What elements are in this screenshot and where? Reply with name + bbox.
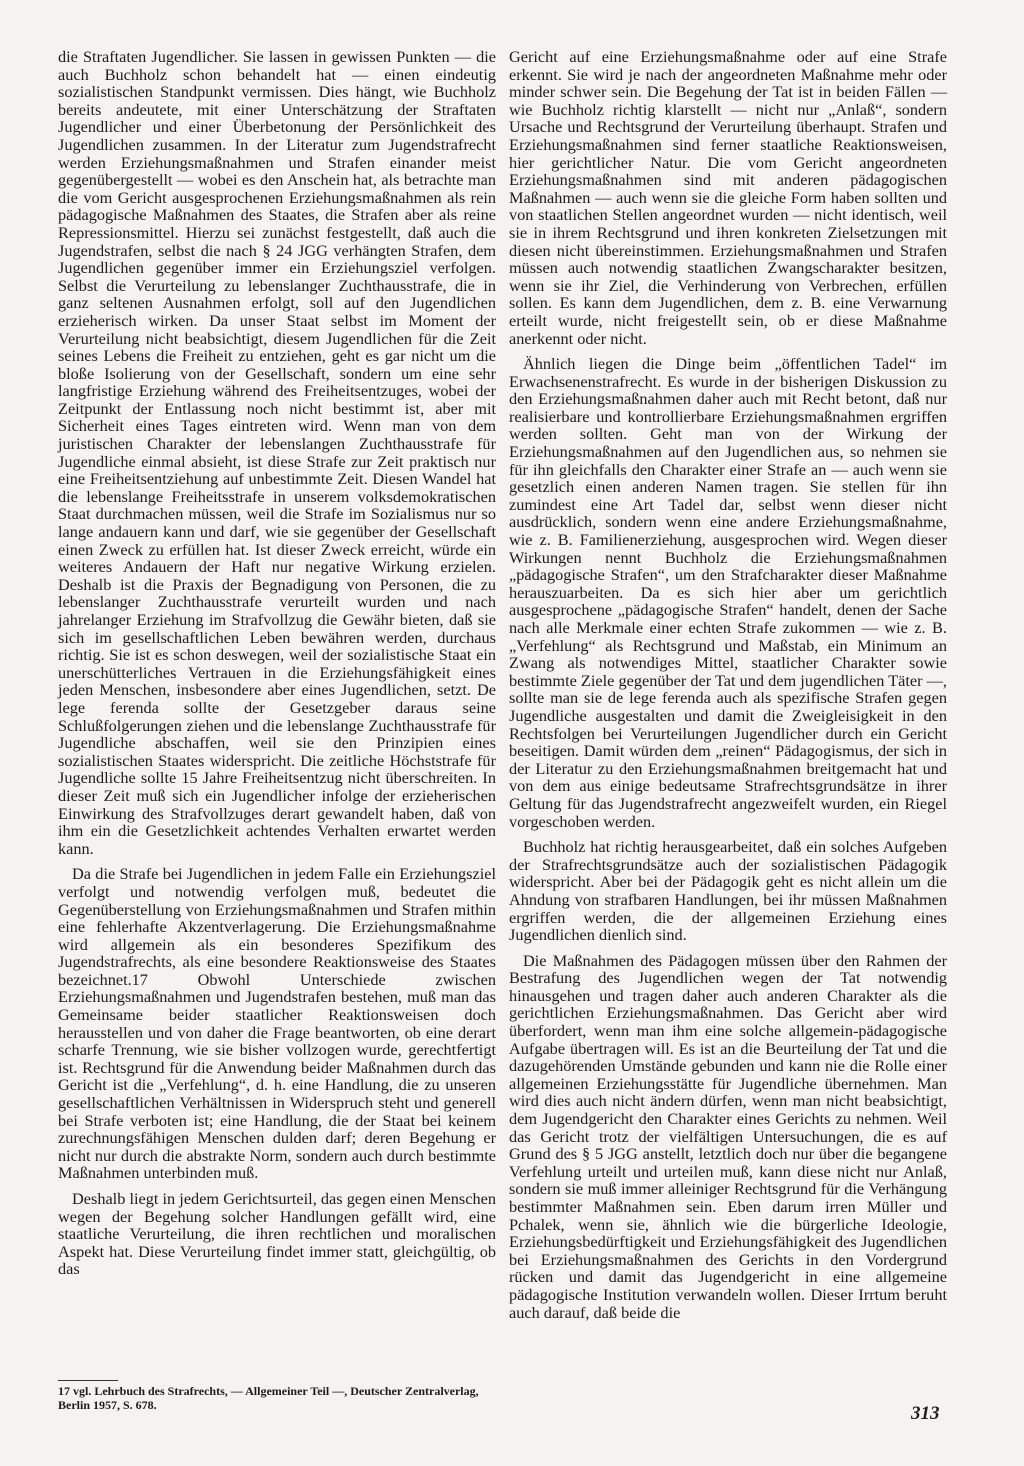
paragraph: Da die Strafe bei Jugendlichen in jedem Falle ein Erziehungsziel verfolgt und notwendig verfolgen muß, bedeutet die Gegenüberstellung von Erziehungsmaßnahmen und Strafen mithin eine fehlerhafte Akzentverlagerung. Die Erziehungsmaßnahme wird allgemein als ein besonderes Spezifikum des Jugendstrafrechts, als eine besondere Reaktionsweise des Staates bezeichnet.17 Obwohl Unterschiede zwischen Erziehungsmaßnahmen und Jugendstrafen bestehen, muß man das Gemeinsame beider staatlicher Reaktionsweisen doch herausstellen und von daher die Frage beantworten, ob eine derart scharfe Trennung, wie sie bisher vollzogen wurde, gerechtfertigt ist. Rechtsgrund für die Anwendung beider Maßnahmen durch das Gericht ist die „Verfehlung“, d. h. eine Handlung, die zu unseren gesellschaftlichen Verhältnissen in Widerspruch steht und generell bei Strafe verboten ist; eine Handlung, die der Staat bei keinem zurechnungsfähigen Menschen dulden darf; deren Begehung er nicht nur durch die abstrakte Norm, sondern auch durch bestimmte Maßnahmen unterbinden muß. [58,864,496,1183]
paragraph: Ähnlich liegen die Dinge beim „öffentlichen Tadel“ im Erwachsenenstrafrecht. Es wurde in der bisherigen Diskussion zu den Erziehungsmaßnahmen daher auch mit Recht betont, daß nur realisierbare und kontrollierbare Erziehungsmaßnahmen ergriffen werden sollten. Geht man von der Wirkung der Erziehungsmaßnahmen auf den Jugendlichen aus, so nehmen sie für ihn gleichfalls den Charakter einer Strafe an — auch wenn sie gesetzlich einen anderen Namen tragen. Sie stellen für ihn zumindest eine Art Tadel dar, selbst wenn dieser nicht ausdrücklich, sondern wenn eine andere Erziehungsmaßnahme, wie z. B. Familienerziehung, ausgesprochen wird. Wegen dieser Wirkungen nennt Buchholz die Erziehungsmaßnahmen „pädagogische Strafen“, um den Strafcharakter dieser Maßnahme herauszuarbeiten. Da es sich hier aber um gerichtlich ausgesprochene „pädagogische Strafen“ handelt, denen der Sache nach alle Merkmale einer echten Strafe zukommen — wie z. B. „Verfehlung“ als Rechtsgrund und Maßstab, ein Minimum an Zwang als notwendiges Mittel, staatlicher Charakter sowie bestimmte Ziele gegenüber der Tat und dem jugendlichen Täter —, sollte man sie de lege ferenda auch als spezifische Strafen gegen Jugendliche ausgestalten und damit die Zweigleisigkeit in den Rechtsfolgen bei Verurteilungen Jugendlicher durch ein Gericht beseitigen. Damit würden dem „reinen“ Pädagogismus, der sich in der Literatur zu den Erziehungsmaßnahmen breitgemacht hat und von dem aus einige bedeutsame Strafrechtsgrundsätze in ihrer Geltung für das Jugendstrafrecht angezweifelt wurden, ein Riegel vorgeschoben werden. [509,354,947,831]
footnote: 17 vgl. Lehrbuch des Strafrechts, — Allgemeiner Teil —, Deutscher Zentralverlag, Berlin 1957, S. 678. [58,1384,479,1412]
paragraph: Gericht auf eine Erziehungsmaßnahme oder auf eine Strafe erkennt. Sie wird je nach der angeordneten Maßnahme mehr oder minder schwer sein. Die Begehung der Tat ist in beiden Fällen — wie Buchholz richtig klarstellt — nicht nur „Anlaß“, sondern Ursache und Rechtsgrund der Verurteilung überhaupt. Strafen und Erziehungsmaßnahmen sind ferner staatliche Reaktionsweisen, hier gerichtlicher Natur. Die vom Gericht angeordneten Erziehungsmaßnahmen sind mit anderen pädagogischen Maßnahmen — auch wenn sie die gleiche Form haben sollten und von staatlichen Stellen angeordnet wurden — nicht identisch, weil sie in ihrem Rechtsgrund und ihren konkreten Zielsetzungen mit diesen nicht übereinstimmen. Erziehungsmaßnahmen und Strafen müssen auch notwendig staatlichen Zwangscharakter besitzen, wenn sie ihr Ziel, die Verhinderung von Verbrechen, erfüllen sollen. Es kann dem Jugendlichen, dem z. B. eine Verwarnung erteilt wurde, nicht freigestellt sein, ob er diese Maßnahme anerkennt oder nicht. [509,47,947,348]
paragraph: Deshalb liegt in jedem Gerichtsurteil, das gegen einen Menschen wegen der Begehung solcher Handlungen gefällt wird, eine staatliche Verurteilung, die ihren rechtlichen und moralischen Aspekt hat. Diese Verurteilung findet immer statt, gleichgültig, ob das [58,1189,496,1279]
paragraph: Buchholz hat richtig herausgearbeitet, daß ein solches Aufgeben der Strafrechtsgrundsätze auch der sozialistischen Pädagogik widerspricht. Aber bei der Pädagogik geht es nicht allein um die Ahndung von strafbaren Handlungen, bei ihr müssen Maßnahmen ergriffen werden, die der allgemeinen Erziehung eines Jugendlichen dienlich sind. [509,837,947,945]
right-column [509,48,947,1329]
paragraph: Die Maßnahmen des Pädagogen müssen über den Rahmen der Bestrafung des Jugendlichen wegen der Tat notwendig hinausgehen und tragen daher auch anderen Charakter als die gerichtlichen Erziehungsmaßnahmen. Das Gericht aber wird überfordert, wenn man ihm eine solche allgemein-pädagogische Aufgabe übertragen will. Es ist an die Beurteilung der Tat und die dazugehörenden Umstände gebunden und kann nie die Rolle einer allgemeinen Erziehungsstätte für Jugendliche übernehmen. Man wird dies auch nicht ändern dürfen, wenn man nicht beabsichtigt, dem Jugendgericht den Charakter eines Gerichts zu nehmen. Weil das Gericht trotz der vielfältigen Untersuchungen, die es auf Grund des § 5 JGG anstellt, letztlich doch nur über die begangene Verfehlung urteilt und urteilen muß, kann diese nicht nur Anlaß, sondern sie muß immer alleiniger Rechtsgrund für die Verhängung bestimmter Maßnahmen sein. Eben darum irren Müller und Pchalek, wenn sie, ähnlich wie die bürgerliche Ideologie, Erziehungsbedürftigkeit und Erziehungsfähigkeit des Jugendlichen bei Erziehungsmaßnahmen des Gerichts in den Vordergrund rücken und damit das Jugendgericht in eine allgemeine pädagogische Institution verwandeln wollen. Dieser Irrtum beruht auch darauf, daß beide die [509,950,947,1322]
footnote-divider [58,1380,118,1381]
paragraph: die Straftaten Jugendlicher. Sie lassen in gewissen Punkten — die auch Buchholz schon behandelt hat — einen eindeutig sozialistischen Standpunkt vermissen. Dies hängt, wie Buchholz bereits andeutete, mit einer Unterschätzung der Straftaten Jugendlicher und einer Überbetonung der Persönlichkeit des Jugendlichen zusammen. In der Literatur zum Jugendstrafrecht werden Erziehungsmaßnahmen und Strafen einander meist gegenübergestellt — wobei es den Anschein hat, als betrachte man die vom Gericht ausgesprochenen Erziehungsmaßnahmen als rein pädagogische Maßnahmen des Staates, die Strafen aber als reine Repressionsmittel. Hierzu sei zunächst festgestellt, daß auch die Jugendstrafen, selbst die nach § 24 JGG verhängten Strafen, dem Jugendlichen gegenüber immer ein Erziehungsziel verfolgen. Selbst die Verurteilung zu lebenslanger Zuchthausstrafe, die in ganz seltenen Ausnahmen erfolgt, soll auf den Jugendlichen erzieherisch wirken. Da unser Staat selbst im Moment der Verurteilung nicht beabsichtigt, diesem Jugendlichen für die Zeit seines Lebens die Freiheit zu entziehen, geht es gar nicht um die bloße Isolierung von der Gesellschaft, sondern um eine sehr langfristige Erziehung während des Freiheitsentzuges, wobei der Zeitpunkt der Entlassung noch nicht bestimmt ist, aber mit Sicherheit eines Tages eintreten wird. Wenn man von dem juristischen Charakter der lebenslangen Zuchthausstrafe für Jugendliche einmal absieht, ist diese Strafe zur Zeit praktisch nur eine Freiheitsentziehung auf unbestimmte Zeit. Diesen Wandel hat die lebenslange Freiheitsstrafe in unserem volksdemokratischen Staat durchmachen müssen, weil die Strafe im Sozialismus nur so lange andauern kann und darf, wie sie gegenüber der Gesellschaft einen Zweck zu erfüllen hat. Ist dieser Zweck erreicht, würde ein weiteres Andauern der Haft nur negative Wirkung erzielen. Deshalb ist die Praxis der Begnadigung von Personen, die zu lebenslanger Zuchthausstrafe verurteilt wurden und nach jahrelanger Erziehung im Strafvollzug die Gewähr bieten, daß sie sich im gesellschaftlichen Leben bewähren werden, durchaus richtig. Sie ist es schon deswegen, weil der sozialistische Staat ein unerschütterliches Vertrauen in die Erziehungsfähigkeit eines jeden Menschen, insbesondere aber eines Jugendlichen, setzt. De lege ferenda sollte der Gesetzgeber daraus seine Schlußfolgerungen ziehen und die lebenslange Zuchthausstrafe für Jugendliche abschaffen, weil sie den Prinzipien eines sozialistischen Staates widerspricht. Die zeitliche Höchststrafe für Jugendliche sollte 15 Jahre Freiheitsentzug nicht überschreiten. In dieser Zeit muß sich ein Jugendlicher infolge der erzieherischen Einwirkung des Strafvollzuges derart gewandelt haben, daß von ihm ein die Gesetzlichkeit achtendes Verhalten erwartet werden kann. [58,47,496,858]
left-column [58,48,496,1286]
page-number: 313 [911,1403,940,1424]
